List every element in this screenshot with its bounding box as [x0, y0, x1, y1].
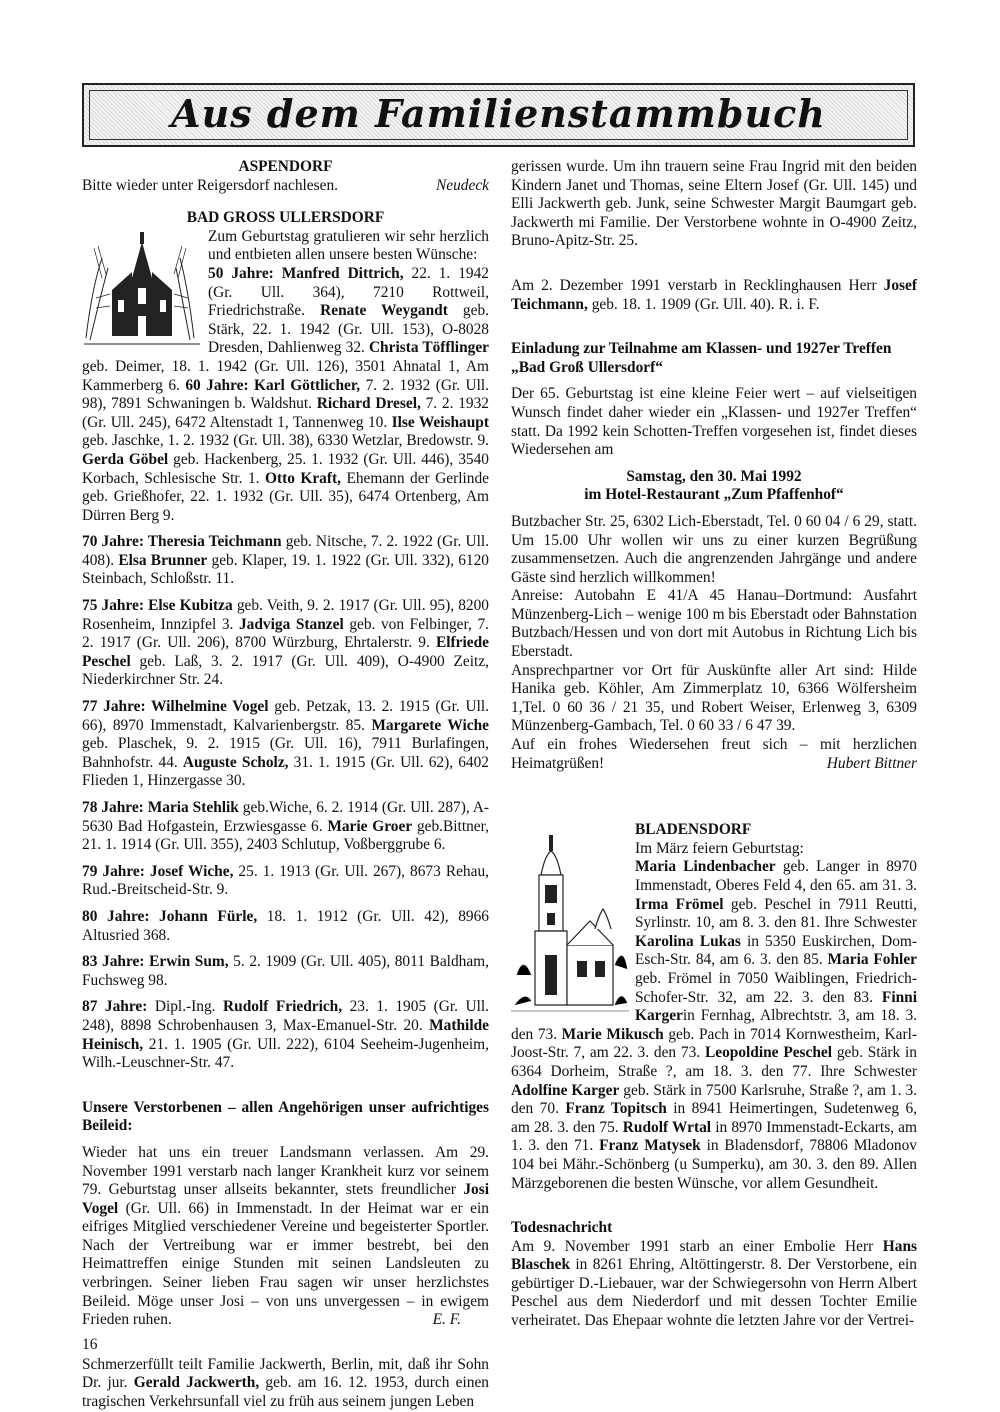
- bladensdorf-detail-0: geb. Langer in 8970 Immenstadt, Oberes Feld 4, den 65. am 31. 3.: [635, 858, 917, 894]
- birthday-g75-detail-1: geb. von Felbinger, 7. 2. 1917 (Gr. Ull. 206), 8700 Würzburg, Ehrtalerstr. 9.: [82, 615, 489, 652]
- chapel-illustration: [511, 825, 629, 1015]
- bladensdorf-detail-4: in Fernhag, Albrechtstr. 3, am 18. 3. den 73.: [511, 1007, 917, 1043]
- einladung-paragraph-3: Anreise: Autobahn E 41/A 45 Hanau–Dortmund: Ausfahrt Münzenberg-Lich – wenige 100 m bis Eberstadt oder Bahnstation Butzbach/Hessen und von dort mit Autobus in Richtung Lich bis Eberstadt.: [511, 587, 917, 661]
- bladensdorf-detail-8: in 8941 Heimertingen, Sudetenweg 6, am 28. 3. den 75.: [511, 1100, 918, 1136]
- birthday-g50-detail-5: geb. Jaschke, 1. 2. 1932 (Gr. Ull. 38), 6330 Wetzlar, Bredowstr. 9.: [82, 432, 489, 450]
- bad-gross-83: [82, 953, 489, 990]
- bladensdorf-name-7: Adolfine Karger: [511, 1081, 620, 1099]
- bladensdorf-detail-9: in 8970 Immenstadt-Eckarts, am 1. 3. den 71.: [511, 1118, 917, 1155]
- birthday-g75-name-1: Jadviga Stanzel: [238, 615, 344, 633]
- teichmann-notice: Am 2. Dezember 1991 verstarb in Recklinghausen Herr Josef Teichmann, geb. 18. 1. 1909 (Gr. Ull. 40). R. i. F.: [511, 276, 917, 313]
- left-column: [82, 158, 489, 1412]
- birthday-g87-detail-2: 21. 1. 1905 (Gr. Ull. 222), 6104 Seeheim-Jugenheim, Wilh.-Leuschner-Str. 47.: [82, 1035, 489, 1072]
- bladensdorf-name-8: Franz Topitsch: [565, 1100, 667, 1118]
- bladensdorf-detail-2: in 5350 Euskirchen, Dom-Esch-Str. 84, am 6. 3. den 85.: [635, 932, 917, 969]
- bladensdorf-name-1: Irma Frömel: [635, 895, 724, 913]
- bladensdorf-name-9: Rudolf Wrtal: [622, 1118, 712, 1136]
- bladensdorf-name-2: Karolina Lukas: [635, 932, 741, 950]
- birthday-g50-name-6: Gerda Göbel: [82, 450, 169, 468]
- signature-ef: E. F.: [432, 1311, 461, 1329]
- einladung-paragraph-5: Auf ein frohes Wiedersehen freut sich – mit herzlichen Heimatgrüßen! Hubert Bittner: [511, 736, 917, 772]
- einladung-paragraph-2: Butzbacher Str. 25, 6302 Lich-Eberstadt, Tel. 0 60 04 / 6 29, statt. Um 15.00 Uhr wollen wir uns zu einer kurzen Begrüßung zusammensetzen. Auch die angrenzenden Jahrgänge und andere Gäste sind herzlich willkommen!: [511, 512, 917, 586]
- bad-gross-75: [82, 597, 489, 690]
- birthday-g70-name-0: 70 Jahre: Theresia Teichmann: [82, 533, 282, 551]
- birthday-g87-detail-1: 23. 1. 1905 (Gr. Ull. 248), 8898 Schrobenhausen 3, Max-Emanuel-Str. 20.: [82, 998, 489, 1034]
- birthday-g78-detail-1: geb.Bittner, 21. 1. 1914 (Gr. Ull. 355), 2403 Schlutup, Voßberggrube 6.: [82, 817, 489, 854]
- bad-gross-block: [82, 228, 489, 526]
- birthday-g77-name-1: Margarete Wiche: [371, 716, 489, 734]
- bad-gross-79: [82, 863, 489, 900]
- name-josi-vogel: Josi Vogel: [82, 1181, 489, 1217]
- birthday-g78-name-1: Marie Groer: [327, 817, 413, 835]
- birthday-g50-detail-1: geb. Stärk, 22. 1. 1942 (Gr. Ull. 153), O-8028 Dresden, Dahlienweg 32.: [208, 302, 490, 357]
- birthday-g77-detail-1: geb. Plaschek, 9. 2. 1915 (Gr. Ull. 16), 7911 Burlafingen, Bahnhofstr. 44.: [82, 735, 489, 771]
- aspendorf-heading: ASPENDORF: [238, 158, 333, 175]
- banner-title: Aus dem Familienstammbuch: [171, 91, 826, 136]
- bladensdorf-detail-1: geb. Peschel in 7911 Reutti, Syrlinstr. 10, am 8. 3. den 81. Ihre Schwester: [635, 895, 917, 932]
- birthday-g75-detail-0: geb. Veith, 9. 2. 1917 (Gr. Ull. 95), 8200 Rosenheim, Innzipfel 3.: [82, 597, 489, 633]
- birthday-g75-name-2: Elfriede Peschel: [82, 634, 489, 670]
- verstorbene-paragraph-jackwerth: Schmerzerfüllt teilt Familie Jackwerth, Berlin, mit, daß ihr Sohn Dr. jur. Gerald Jackwerth, geb. am 16. 12. 1953, durch einen tragischen Verkehrsunfall viel zu früh aus seinem jungen Leben: [82, 1355, 489, 1411]
- bad-gross-intro: Zum Geburtstag gratulieren wir sehr herzlich und entbieten allen unsere besten Wünsche:: [208, 227, 489, 264]
- birthday-g50-detail-7: Ehemann der Gerlinde geb. Grießhofer, 22. 1. 1932 (Gr. Ull. 35), 6474 Ortenberg, Am Dürren Berg 9.: [82, 469, 489, 524]
- birthday-g87-name-2: Mathilde Heinisch,: [82, 1016, 489, 1053]
- birthday-g50-detail-6: geb. Hackenberg, 25. 1. 1932 (Gr. Ull. 446), 3540 Korbach, Schlesische Str. 1.: [82, 450, 489, 487]
- birthday-g87-name-1: Rudolf Friedrich,: [223, 998, 343, 1016]
- jackwerth-continuation: gerissen wurde. Um ihn trauern seine Frau Ingrid mit den beiden Kindern Janet und Thomas, seine Eltern Josef (Gr. Ull. 145) und Elli Jackwerth geb. Junk, seine Schwester Margit Baumgart geb. Jackwerth mi Familie. Der Verstorbene wohnte in O-4900 Zeitz, Bruno-Apitz-Str. 25.: [511, 158, 917, 250]
- einladung-paragraph-1: Der 65. Geburtstag ist eine kleine Feier wert – auf vielseitigen Wunsch findet daher wieder ein „Klassen- und 1927er Treffen“ statt. Da 1992 kein Schotten-Treffen vorgesehen ist, findet dieses Wiedersehen am: [511, 385, 917, 459]
- birthday-g77-name-2: Auguste Scholz,: [182, 753, 289, 771]
- todesnachricht-heading: Todesnachricht: [511, 1219, 613, 1237]
- birthday-g79-name-0: 79 Jahre: Josef Wiche,: [82, 862, 234, 880]
- birthday-g50-name-2: Christa Töfflinger: [368, 339, 489, 357]
- birthday-g78-name-0: 78 Jahre: Maria Stehlik: [82, 799, 239, 816]
- verstorbene-heading: Unsere Verstorbenen – allen Angehörigen unser aufrichtiges Beileid:: [82, 1098, 489, 1135]
- birthday-g83-detail-0: 5. 2. 1909 (Gr. Ull. 405), 8011 Baldham, Fuchsweg 98.: [82, 953, 489, 989]
- birthday-g50-detail-4: 7. 2. 1932 (Gr. Ull. 245), 6472 Altenstadt 1, Tannenweg 10.: [82, 395, 489, 431]
- birthday-g70-detail-1: geb. Klaper, 19. 1. 1922 (Gr. Ull. 332), 6120 Steinbach, Schloßstr. 11.: [82, 551, 489, 588]
- einladung-hotel: im Hotel-Restaurant „Zum Pfaffenhof“: [584, 486, 844, 504]
- name-josef-teichmann: Josef Teichmann,: [511, 276, 917, 313]
- einladung-heading: Einladung zur Teilnahme am Klassen- und 1927er Treffen „Bad Groß Ullersdorf“: [511, 340, 892, 376]
- bladensdorf-detail-5: geb. Pach in 7014 Kornwestheim, Karl-Joost-Str. 7, am 22. 3. den 73.: [511, 1025, 918, 1062]
- verstorbene-paragraph-vogel: Wieder hat uns ein treuer Landsmann verlassen. Am 29. November 1991 verstarb nach langer Krankheit kurz vor seinem 79. Geburtstag unser allseits bekannter, stets freundlicher Josi Vogel (Gr. Ull. 66) in Immenstadt. In der Heimat war er ein eifriges Mitglied verschiedener Vereine und begeisterter Sportler. Nach der Vertreibung war er immer bestrebt, bei den Heimattreffen einige Stunden mit seinen Landsleuten zu verbringen. Seiner lieben Frau sagen wir unser herzlichstes Beileid. Möge unser Josi – von uns unvergessen – in ewigem Frieden ruhen. E. F.: [82, 1143, 489, 1329]
- birthday-g50-detail-0: 22. 1. 1942 (Gr. Ull. 364), 7210 Rottweil, Friedrichstraße.: [208, 264, 489, 320]
- birthday-g87-detail-0: Dipl.-Ing.: [147, 998, 224, 1016]
- bladensdorf-name-5: Marie Mikusch: [561, 1025, 664, 1043]
- bad-gross-77: [82, 698, 489, 791]
- aspendorf-text: Bitte wieder unter Reigersdorf nachlesen.: [82, 176, 338, 194]
- birthday-g83-name-0: 83 Jahre: Erwin Sum,: [82, 953, 229, 971]
- aspendorf-row: [82, 177, 489, 196]
- birthday-g80-detail-0: 18. 1. 1912 (Gr. Ull. 42), 8966 Altusried 368.: [82, 907, 489, 944]
- signature-hubert-bittner: Hubert Bittner: [826, 754, 917, 772]
- bladensdorf-detail-3: geb. Frömel in 7050 Waiblingen, Friedrich-Schofer-Str. 32, am 22. 3. den 83.: [635, 969, 917, 1006]
- birthday-g50-name-4: Richard Dresel,: [316, 395, 421, 413]
- einladung-paragraph-4: Ansprechpartner vor Ort für Auskünfte aller Art sind: Hilde Hanika geb. Köhler, Am Zimmerplatz 10, 6366 Wölfersheim 1,Tel. 0 60 36 / 21 35, und Robert Weiser, Erlenweg 3, 6309 Münzenberg-Gambach, Tel. 0 60 33 / 6 47 39.: [511, 661, 917, 735]
- todesnachricht-text: Am 9. November 1991 starb an einer Embolie Herr Hans Blaschek in 8261 Ehring, Altöttingerstr. 8. Der Verstorbene, ein gebürtiger D.-Liebauer, war der Schwiegersohn von Herrn Albert Peschel aus dem Niederdorf und mit dessen Tochter Emilie verheiratet. Das Ehepaar wohnte die letzten Jahre vor der Vertrei-: [511, 1237, 917, 1330]
- church-woodcut-illustration: [82, 228, 202, 346]
- birthday-g77-name-0: 77 Jahre: Wilhelmine Vogel: [82, 698, 269, 716]
- birthday-g78-detail-0: geb.Wiche, 6. 2. 1914 (Gr. Ull. 287), A-5630 Bad Hofgastein, Erzwiesgasse 6.: [82, 799, 490, 835]
- bladensdorf-name-6: Leopoldine Peschel: [704, 1044, 833, 1062]
- birthday-g70-detail-0: geb. Nitsche, 7. 2. 1922 (Gr. Ull. 408).: [82, 533, 489, 569]
- birthday-g50-name-0: 50 Jahre: Manfred Dittrich,: [208, 264, 404, 282]
- birthday-g77-detail-2: 31. 1. 1915 (Gr. Ull. 62), 6402 Flieden 1, Hinzergasse 30.: [82, 753, 489, 790]
- name-gerald-jackwerth: Gerald Jackwerth,: [133, 1374, 260, 1392]
- birthday-g50-detail-3: 7. 2. 1932 (Gr. Ull. 98), 7891 Schwaningen b. Waldshut.: [82, 376, 490, 413]
- header-banner: [82, 83, 915, 147]
- birthday-g80-name-0: 80 Jahre: Johann Fürle,: [82, 907, 258, 925]
- bladensdorf-detail-7: geb. Stärk in 7500 Karlsruhe, Straße ?, am 1. 3. den 70.: [511, 1081, 918, 1118]
- birthday-g70-name-1: Elsa Brunner: [118, 551, 208, 569]
- bad-gross-80: [82, 908, 489, 945]
- birthday-g75-detail-2: geb. Laß, 3. 2. 1917 (Gr. Ull. 409), O-4900 Zeitz, Niederkirchner Str. 24.: [82, 652, 489, 689]
- birthday-g50-name-7: Otto Kraft,: [265, 469, 341, 487]
- bladensdorf-detail-10: in Bladensdorf, 78806 Mladonov 104 bei Mähr.-Schönberg (u Sumperku), am 30. 3. den 89. Allen Märzgeborenen die besten Wünsche, vor allem Gesundheit.: [511, 1137, 917, 1192]
- bad-gross-70: [82, 533, 489, 589]
- bladensdorf-heading: BLADENSDORF: [635, 821, 752, 839]
- birthday-g75-name-0: 75 Jahre: Else Kubitza: [82, 597, 233, 615]
- bad-gross-78: [82, 799, 489, 855]
- bladensdorf-intro: Im März feiern Geburtstag:: [635, 839, 804, 857]
- birthday-g50-name-3: 60 Jahre: Karl Göttlicher,: [185, 376, 361, 394]
- bad-gross-87: [82, 998, 489, 1072]
- bad-gross-heading: BAD GROSS ULLERSDORF: [186, 209, 385, 227]
- bladensdorf-name-0: Maria Lindenbacher: [635, 858, 776, 876]
- birthday-g77-detail-0: geb. Petzak, 13. 2. 1915 (Gr. Ull. 66), 8970 Immenstadt, Kalvarienbergstr. 85.: [82, 698, 489, 734]
- birthday-g50-name-5: Ilse Weishaupt: [391, 413, 489, 431]
- bladensdorf-name-4: Finni Karger: [635, 988, 917, 1025]
- birthday-g87-name-0: 87 Jahre:: [82, 998, 148, 1016]
- bladensdorf-block: [511, 821, 917, 1193]
- birthday-g50-name-1: Renate Weygandt: [320, 302, 448, 320]
- bladensdorf-name-3: Maria Fohler: [827, 951, 917, 969]
- right-column: [511, 158, 917, 1331]
- page-number: 16: [82, 1336, 98, 1353]
- birthday-g50-detail-2: geb. Deimer, 18. 1. 1942 (Gr. Ull. 126), 3501 Ahnatal 1, Am Kammerberg 6.: [82, 357, 489, 394]
- bladensdorf-name-10: Franz Matysek: [599, 1137, 701, 1155]
- aspendorf-place: Neudeck: [436, 176, 489, 194]
- einladung-date: Samstag, den 30. Mai 1992: [626, 467, 802, 485]
- bladensdorf-detail-6: geb. Stärk in 6364 Dorheim, Straße ?, am 18. 3. den 77. Ihre Schwester: [511, 1044, 917, 1080]
- birthday-g79-detail-0: 25. 1. 1913 (Gr. Ull. 267), 8673 Rehau, Rud.-Breitscheid-Str. 9.: [82, 862, 489, 899]
- name-hans-blaschek: Hans Blaschek: [511, 1237, 917, 1274]
